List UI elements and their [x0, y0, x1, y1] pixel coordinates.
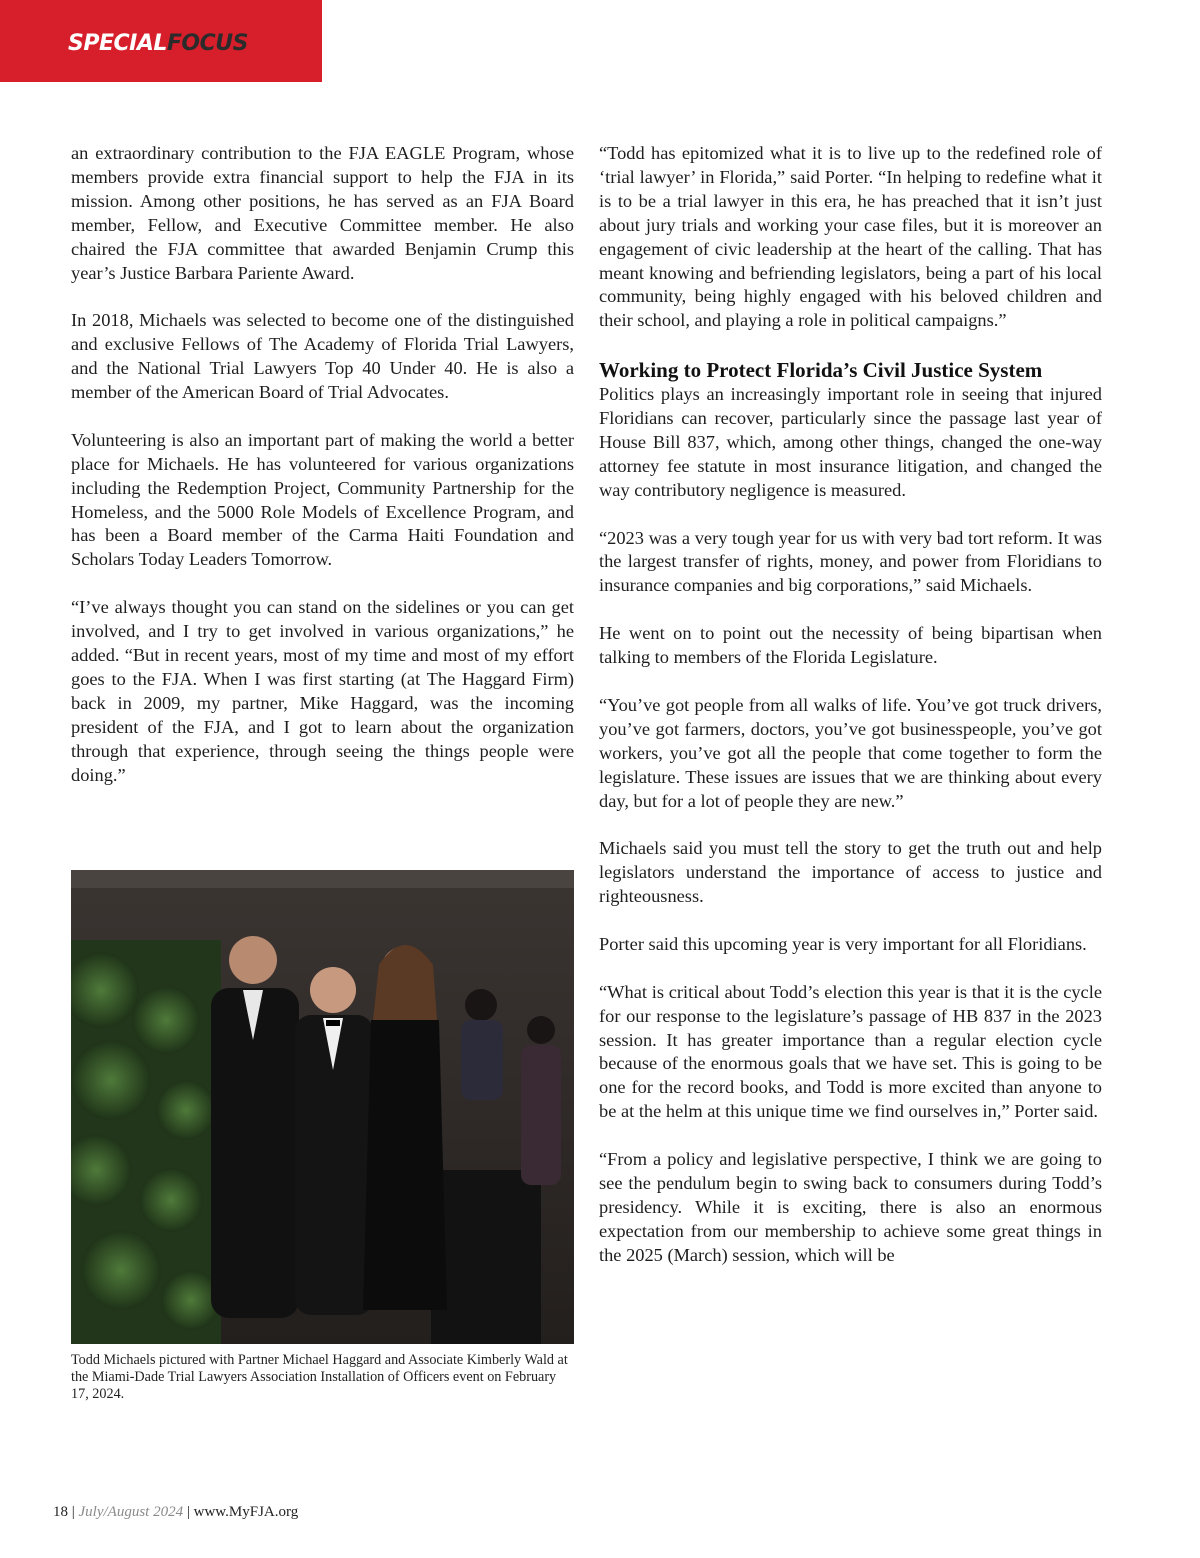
left-paragraph-1: an extraordinary contribution to the FJA EAGLE Program, whose members provide extra financial support to help the FJA in its mission. Among other positions, he has served as an FJA Board member, Fellow, and Executive Committee member. He also chaired the FJA committee that awarded Benjamin Crump this year’s Justice Barbara Pariente Award.	[71, 143, 574, 283]
page-footer	[53, 1502, 298, 1522]
right-paragraph-5: Michaels said you must tell the story to get the truth out and help legislators understand the importance of access to justice and righteousness.	[599, 838, 1102, 907]
issue-date: July/August 2024	[78, 1504, 184, 1520]
right-column	[599, 142, 1102, 1291]
left-paragraph-2: In 2018, Michaels was selected to become one of the distinguished and exclusive Fellows of The Academy of Florida Trial Lawyers, and the National Trial Lawyers Top 40 Under 40. He is also a member of the American Board of Trial Advocates.	[71, 310, 574, 403]
section-heading: Working to Protect Florida’s Civil Justice System	[599, 358, 1043, 383]
photo-caption: Todd Michaels pictured with Partner Michael Haggard and Associate Kimberly Wald at the Miami-Dade Trial Lawyers Association Installation of Officers event on February 17, 2024.	[71, 1352, 568, 1402]
left-column	[71, 142, 574, 811]
right-paragraph-2: “2023 was a very tough year for us with very bad tort reform. It was the largest transfer of rights, money, and power from Floridians to insurance companies and big corporations,” said Michaels.	[599, 527, 1102, 596]
right-paragraph-4: “You’ve got people from all walks of life. You’ve got truck drivers, you’ve got farmers, doctors, you’ve got businesspeople, you’ve got workers, you’ve got all the people that come together to form the legislature. These issues are issues that we are thinking about every day, but for a lot of people they are new.”	[599, 694, 1102, 811]
website-link[interactable]: www.MyFJA.org	[193, 1504, 299, 1520]
footer-separator-1: |	[71, 1504, 75, 1520]
section-title	[68, 29, 248, 59]
left-paragraph-4: “I’ve always thought you can stand on the sidelines or you can get involved, and I try to get involved in various organizations,” he added. “But in recent years, most of my time and most of my effort goes to the FJA. When I was first starting (at The Haggard Firm) back in 2009, my partner, Mike Haggard, was the incoming president of the FJA, and I got to learn about the organization through that experience, through seeing the things people were doing.”	[71, 597, 574, 785]
left-paragraph-3: Volunteering is also an important part of making the world a better place for Michaels. He has volunteered for various organizations including the Redemption Project, Community Partnership for the Homeless, and the 5000 Role Models of Excellence Program, and has been a Board member of the Carma Haiti Foundation and Scholars Today Leaders Tomorrow.	[71, 429, 574, 570]
right-intro-paragraph: “Todd has epitomized what it is to live up to the redefined role of ‘trial lawyer’ in Florida,” said Porter. “In helping to redefine what it is to be a trial lawyer in this era, he has preached that it isn’t just about jury trials and working your case files, but it is moreover an engagement of civic leadership at the heart of the calling. That has meant knowing and befriending legislators, being a part of his local community, being highly engaged with his beloved children and their school, and playing a role in political campaigns.”	[599, 143, 1102, 331]
footer-separator-2: |	[186, 1504, 190, 1520]
page-number: 18	[53, 1504, 68, 1520]
event-photo	[71, 870, 574, 1344]
section-title-focus: FOCUS	[166, 31, 248, 56]
event-photo-illustration	[71, 870, 574, 1344]
section-title-special: SPECIAL	[68, 31, 167, 56]
right-paragraph-3: He went on to point out the necessity of being bipartisan when talking to members of the Florida Legislature.	[599, 623, 1102, 668]
right-paragraph-8: “From a policy and legislative perspective, I think we are going to see the pendulum begin to swing back to consumers during Todd’s presidency. While it is exciting, there is also an enormous expectation from our membership to achieve some great things in the 2025 (March) session, which will be	[599, 1149, 1102, 1265]
right-paragraph-6: Porter said this upcoming year is very important for all Floridians.	[599, 933, 1087, 954]
right-paragraph-1: Politics plays an increasingly important role in seeing that injured Floridians can recover, particularly since the passage last year of House Bill 837, which, among other things, changed the one-way attorney fee statute in most insurance litigation, and changed the way contributory negligence is measured.	[599, 384, 1102, 500]
right-paragraph-7: “What is critical about Todd’s election this year is that it is the cycle for our response to the legislature’s passage of HB 837 in the 2023 session. It has greater importance than a regular election cycle because of the enormous goals that we have set. This is going to be one for the record books, and Todd is more excited than anyone to be at the helm at this unique time we find ourselves in,” Porter said.	[599, 981, 1102, 1122]
